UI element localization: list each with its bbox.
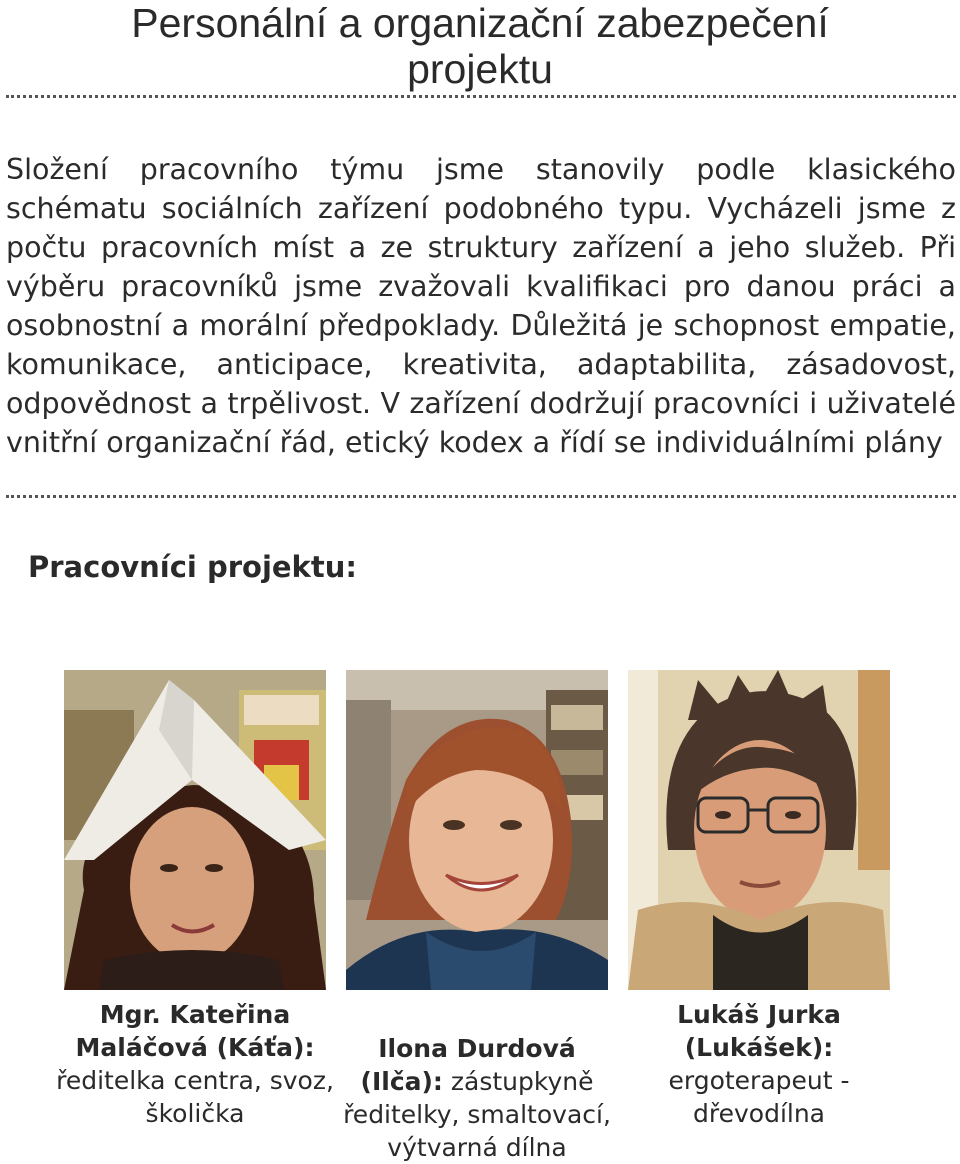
dotted-divider-bottom (6, 495, 956, 498)
staff-name-line-1: Mgr. Kateřina (99, 1000, 291, 1029)
staff-photo-lukas (628, 670, 890, 990)
staff-name-line-1: Lukáš Jurka (677, 1000, 841, 1029)
staff-caption-lukas (614, 998, 904, 1130)
title-line-1: Personální a organizační zabezpečení (131, 0, 829, 46)
intro-paragraph: Složení pracovního týmu jsme stanovily podle klasického schématu sociálních zařízení podobného typu. Vycházeli jsme z počtu pracovních míst a ze struktury zařízení a jeho služeb. Při výběru pracovníků jsme zvažovali kvalifikaci pro danou práci a osobnostní a morální předpoklady. Důležitá je schopnost empatie, komunikace, anticipace, kreativita, adaptabilita, zásadovost, odpovědnost a trpělivost. V zařízení dodržují pracovníci i uživatelé vnitřní organizační řád, etický kodex a řídí se individuálními plány (6, 153, 956, 459)
staff-role: ředitelka centra, svoz, školička (56, 1066, 334, 1128)
staff-role: zástupkyně ředitelky, smaltovací, výtvarná dílna (343, 1067, 611, 1162)
staff-photo-ilona (346, 670, 608, 990)
dotted-divider-top (6, 95, 956, 98)
staff-name-line-2: Maláčová (Káťa): (75, 1033, 315, 1062)
title-line-2: projektu (407, 46, 553, 92)
staff-photo-katerina (64, 670, 326, 990)
page-title (0, 0, 960, 92)
staff-name-line-2: (Lukášek): (684, 1033, 834, 1062)
staff-name-line-2: (Ilča): (360, 1067, 443, 1096)
staff-caption-ilona (332, 1032, 622, 1164)
staff-caption-katerina (50, 998, 340, 1130)
staff-section-heading: Pracovníci projektu: (28, 550, 357, 584)
staff-role: ergoterapeut - dřevodílna (668, 1066, 850, 1128)
staff-name-line-1: Ilona Durdová (378, 1034, 576, 1063)
